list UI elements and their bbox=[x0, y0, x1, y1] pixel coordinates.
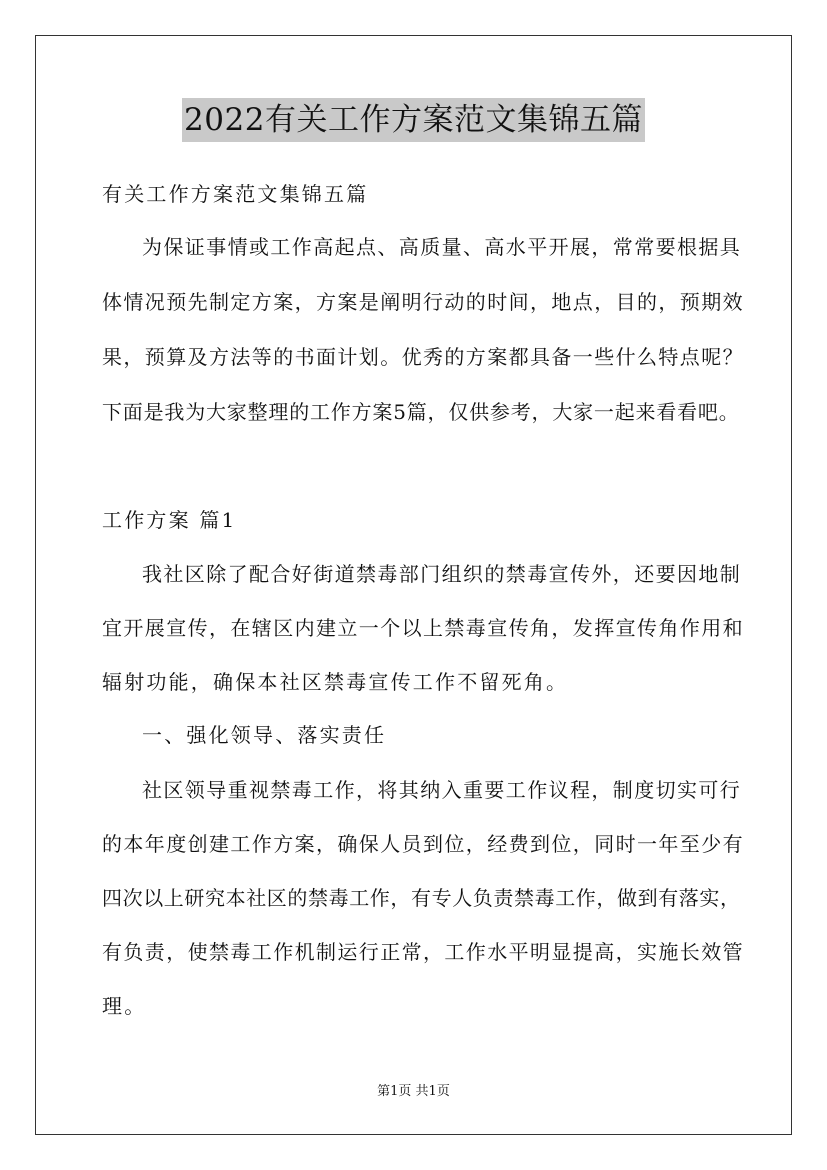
title-wrap bbox=[0, 98, 827, 142]
subtitle: 有关工作方案范文集锦五篇 bbox=[102, 182, 369, 206]
para2-line-2: 的本年度创建工作方案，确保人员到位，经费到位，同时一年至少有 bbox=[102, 832, 744, 856]
para1-line-1: 我社区除了配合好街道禁毒部门组织的禁毒宣传外，还要因地制 bbox=[142, 562, 742, 586]
intro-line-4: 下面是我为大家整理的工作方案5篇，仅供参考，大家一起来看看吧。 bbox=[102, 400, 740, 424]
para1-line-2: 宜开展宣传，在辖区内建立一个以上禁毒宣传角，发挥宣传角作用和 bbox=[102, 616, 744, 640]
para2-line-3: 四次以上研究本社区的禁毒工作，有专人负责禁毒工作，做到有落实， bbox=[102, 886, 741, 910]
para2-line-4: 有负责，使禁毒工作机制运行正常，工作水平明显提高，实施长效管 bbox=[102, 940, 744, 964]
intro-line-1: 为保证事情或工作高起点、高质量、高水平开展，常常要根据具 bbox=[142, 235, 742, 259]
page-footer: 第1页 共1页 bbox=[377, 1084, 450, 1099]
para2-line-1: 社区领导重视禁毒工作，将其纳入重要工作议程，制度切实可行 bbox=[142, 778, 742, 802]
intro-line-2: 体情况预先制定方案，方案是阐明行动的时间，地点，目的，预期效 bbox=[102, 290, 744, 314]
intro-line-3: 果，预算及方法等的书面计划。优秀的方案都具备一些什么特点呢？ bbox=[102, 345, 744, 369]
section-title: 工作方案 篇1 bbox=[102, 508, 237, 532]
heading-1: 一、强化领导、落实责任 bbox=[142, 723, 387, 747]
para1-line-3: 辐射功能，确保本社区禁毒宣传工作不留死角。 bbox=[102, 670, 569, 694]
para2-line-5: 理。 bbox=[102, 994, 147, 1018]
document-title: 2022有关工作方案范文集锦五篇 bbox=[182, 98, 645, 142]
